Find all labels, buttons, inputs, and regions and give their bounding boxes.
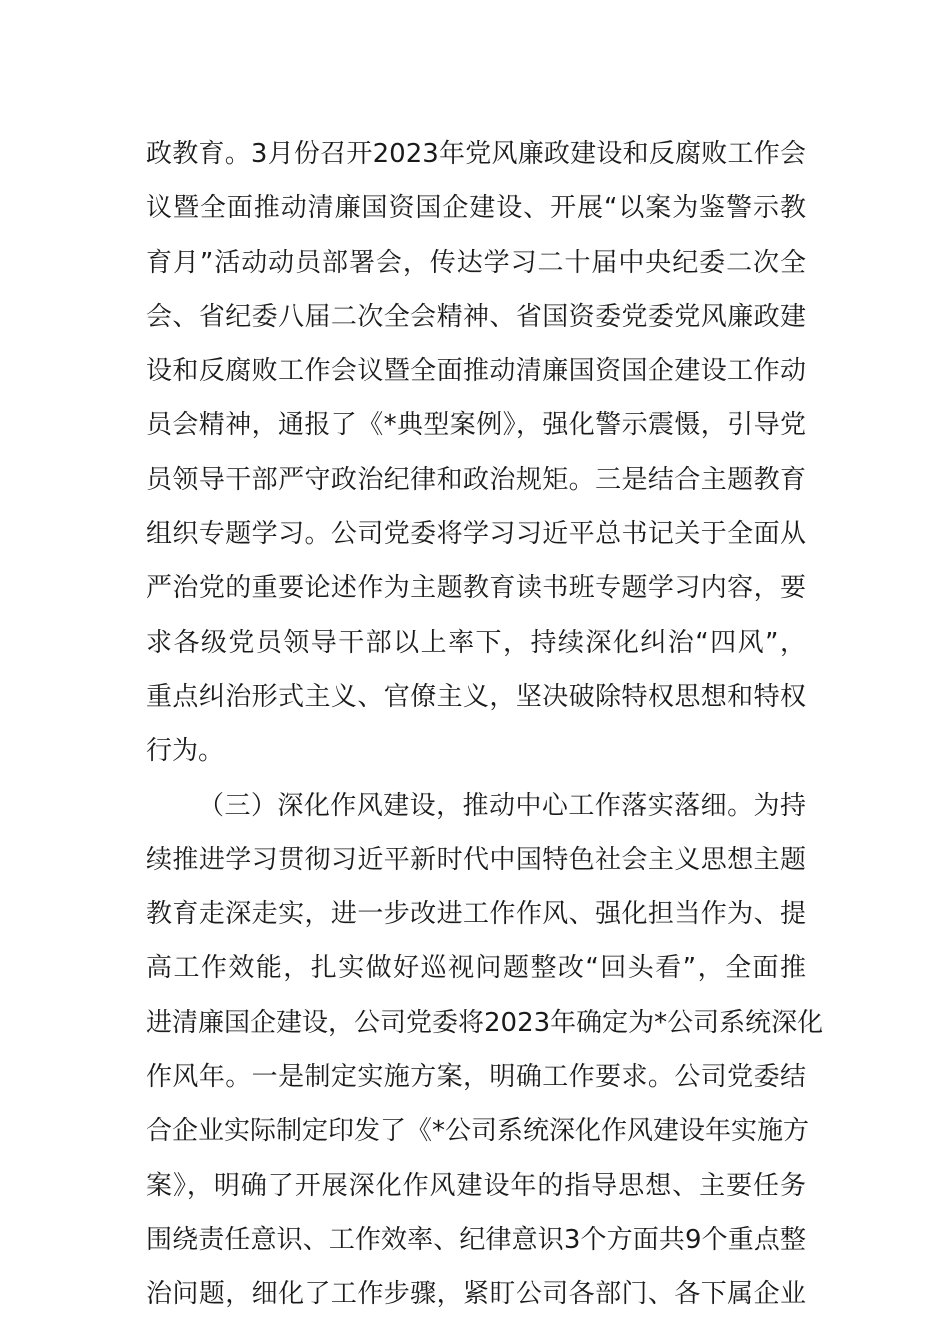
text-line: 设和反腐败工作会议暨全面推动清廉国资国企建设工作动 bbox=[146, 356, 806, 387]
text-line: 议暨全面推动清廉国资国企建设、开展“以案为鉴警示教 bbox=[146, 193, 806, 224]
text-line: 教育走深走实，进一步改进工作作风、强化担当作为、提 bbox=[146, 899, 806, 930]
text-line: 治问题，细化了工作步骤，紧盯公司各部门、各下属企业 bbox=[146, 1279, 806, 1310]
text-line: 续推进学习贯彻习近平新时代中国特色社会主义思想主题 bbox=[146, 844, 806, 875]
text-line: 案》，明确了开展深化作风建设年的指导思想、主要任务 bbox=[146, 1170, 806, 1201]
text-line: 进清廉国企建设，公司党委将2023年确定为*公司系统深化 bbox=[146, 1007, 824, 1038]
section-heading-line: （三）深化作风建设，推动中心工作落实落细。为持 bbox=[198, 790, 806, 821]
text-line: 行为。 bbox=[146, 736, 225, 767]
text-line: 育月”活动动员部署会，传达学习二十届中央纪委二次全 bbox=[146, 247, 806, 278]
text-line: 员领导干部严守政治纪律和政治规矩。三是结合主题教育 bbox=[146, 464, 806, 495]
text-line: 高工作效能，扎实做好巡视问题整改“回头看”，全面推 bbox=[146, 953, 806, 984]
text-line: 重点纠治形式主义、官僚主义，坚决破除特权思想和特权 bbox=[146, 681, 806, 712]
text-line: 合企业实际制定印发了《*公司系统深化作风建设年实施方 bbox=[146, 1116, 810, 1147]
text-line: 求各级党员领导干部以上率下，持续深化纠治“四风”， bbox=[146, 627, 806, 658]
text-line: 作风年。一是制定实施方案，明确工作要求。公司党委结 bbox=[146, 1062, 806, 1093]
text-line: 严治党的重要论述作为主题教育读书班专题学习内容，要 bbox=[146, 573, 806, 604]
text-line: 围绕责任意识、工作效率、纪律意识3个方面共9个重点整 bbox=[146, 1224, 806, 1255]
text-line: 组织专题学习。公司党委将学习习近平总书记关于全面从 bbox=[146, 519, 806, 550]
text-line: 会、省纪委八届二次全会精神、省国资委党委党风廉政建 bbox=[146, 301, 806, 332]
body-text bbox=[146, 127, 824, 1322]
text-line: 员会精神，通报了《*典型案例》，强化警示震慑，引导党 bbox=[146, 410, 806, 441]
text-line: 政教育。3月份召开2023年党风廉政建设和反腐败工作会 bbox=[146, 139, 806, 169]
